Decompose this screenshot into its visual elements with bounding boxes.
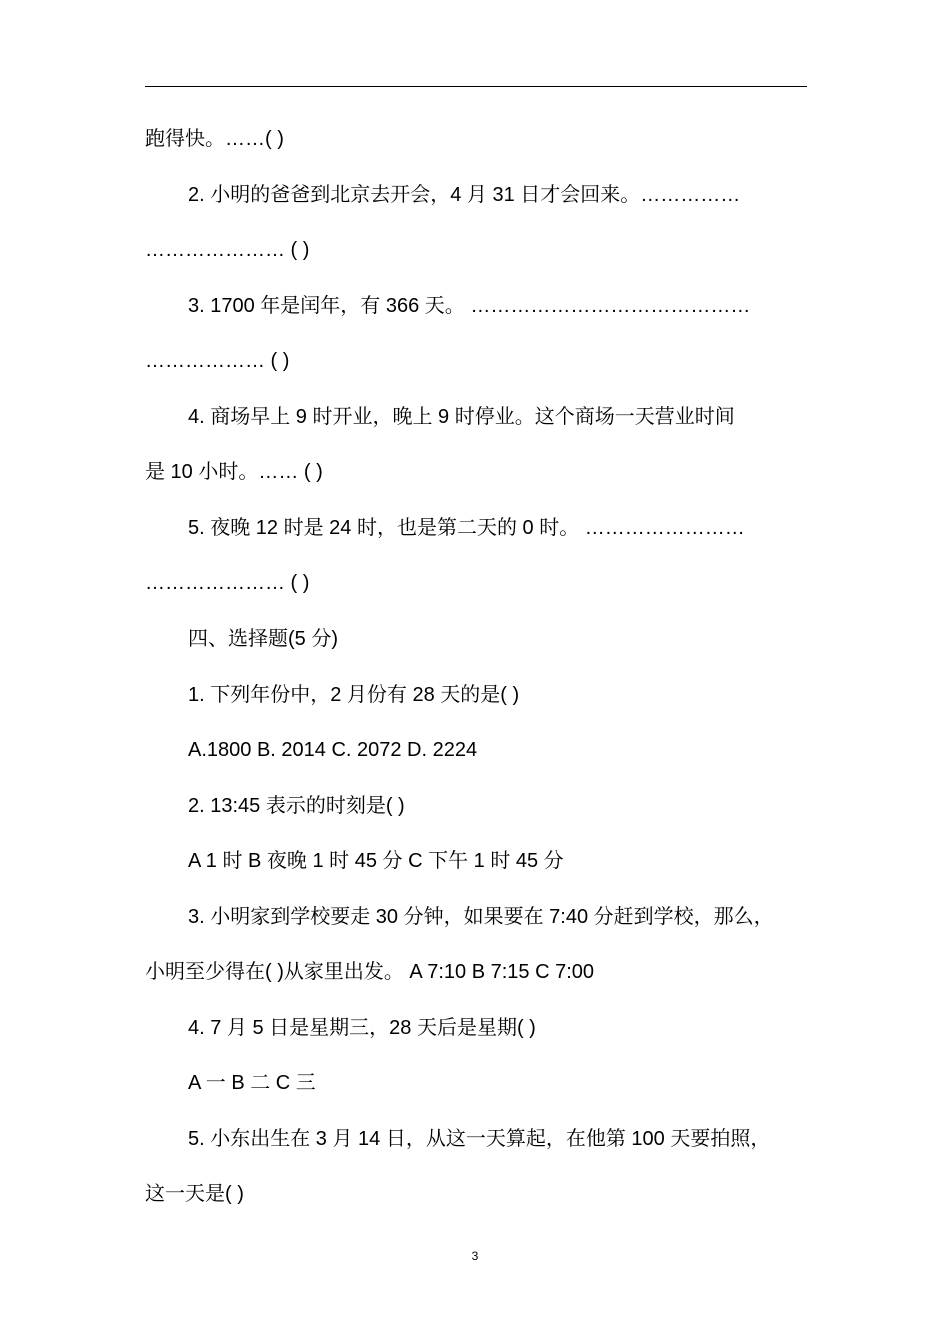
text-line: ……………… ( ) <box>145 350 290 372</box>
text-line: 3. 1700 年是闰年，有 366 天。 …………………………………… <box>188 295 751 317</box>
answer-options: A 一 B 二 C 三 <box>188 1072 316 1094</box>
text-line: ………………… ( ) <box>145 239 310 261</box>
header-rule <box>145 86 807 87</box>
text-line: 2. 小明的爸爸到北京去开会，4 月 31 日才会回来。…………… <box>188 184 741 206</box>
question-text: 1. 下列年份中，2 月份有 28 天的是( ) <box>188 684 520 706</box>
text-line: 是 10 小时。…… ( ) <box>145 461 323 483</box>
question-text: 3. 小明家到学校要走 30 分钟，如果要在 7:40 分赶到学校，那么， <box>188 906 774 928</box>
question-text: 2. 13:45 表示的时刻是( ) <box>188 795 405 817</box>
question-text: 4. 7 月 5 日是星期三，28 天后是星期( ) <box>188 1017 536 1039</box>
text-line: 5. 夜晚 12 时是 24 时，也是第二天的 0 时。 …………………… <box>188 517 745 539</box>
page-number: 3 <box>471 1249 479 1263</box>
question-text: 这一天是( ) <box>145 1183 244 1205</box>
question-text: 5. 小东出生在 3 月 14 日，从这一天算起，在他第 100 天要拍照， <box>188 1128 771 1150</box>
text-line: 跑得快。……( ) <box>145 128 284 150</box>
text-line: 4. 商场早上 9 时开业，晚上 9 时停业。这个商场一天营业时间 <box>188 406 735 428</box>
question-text: 小明至少得在( )从家里出发。 A 7:10 B 7:15 C 7:00 <box>145 961 595 983</box>
answer-options: A.1800 B. 2014 C. 2072 D. 2224 <box>188 739 478 761</box>
answer-options: A 1 时 B 夜晚 1 时 45 分 C 下午 1 时 45 分 <box>188 850 564 872</box>
text-line: ………………… ( ) <box>145 572 310 594</box>
section-heading: 四、选择题(5 分) <box>188 628 338 650</box>
